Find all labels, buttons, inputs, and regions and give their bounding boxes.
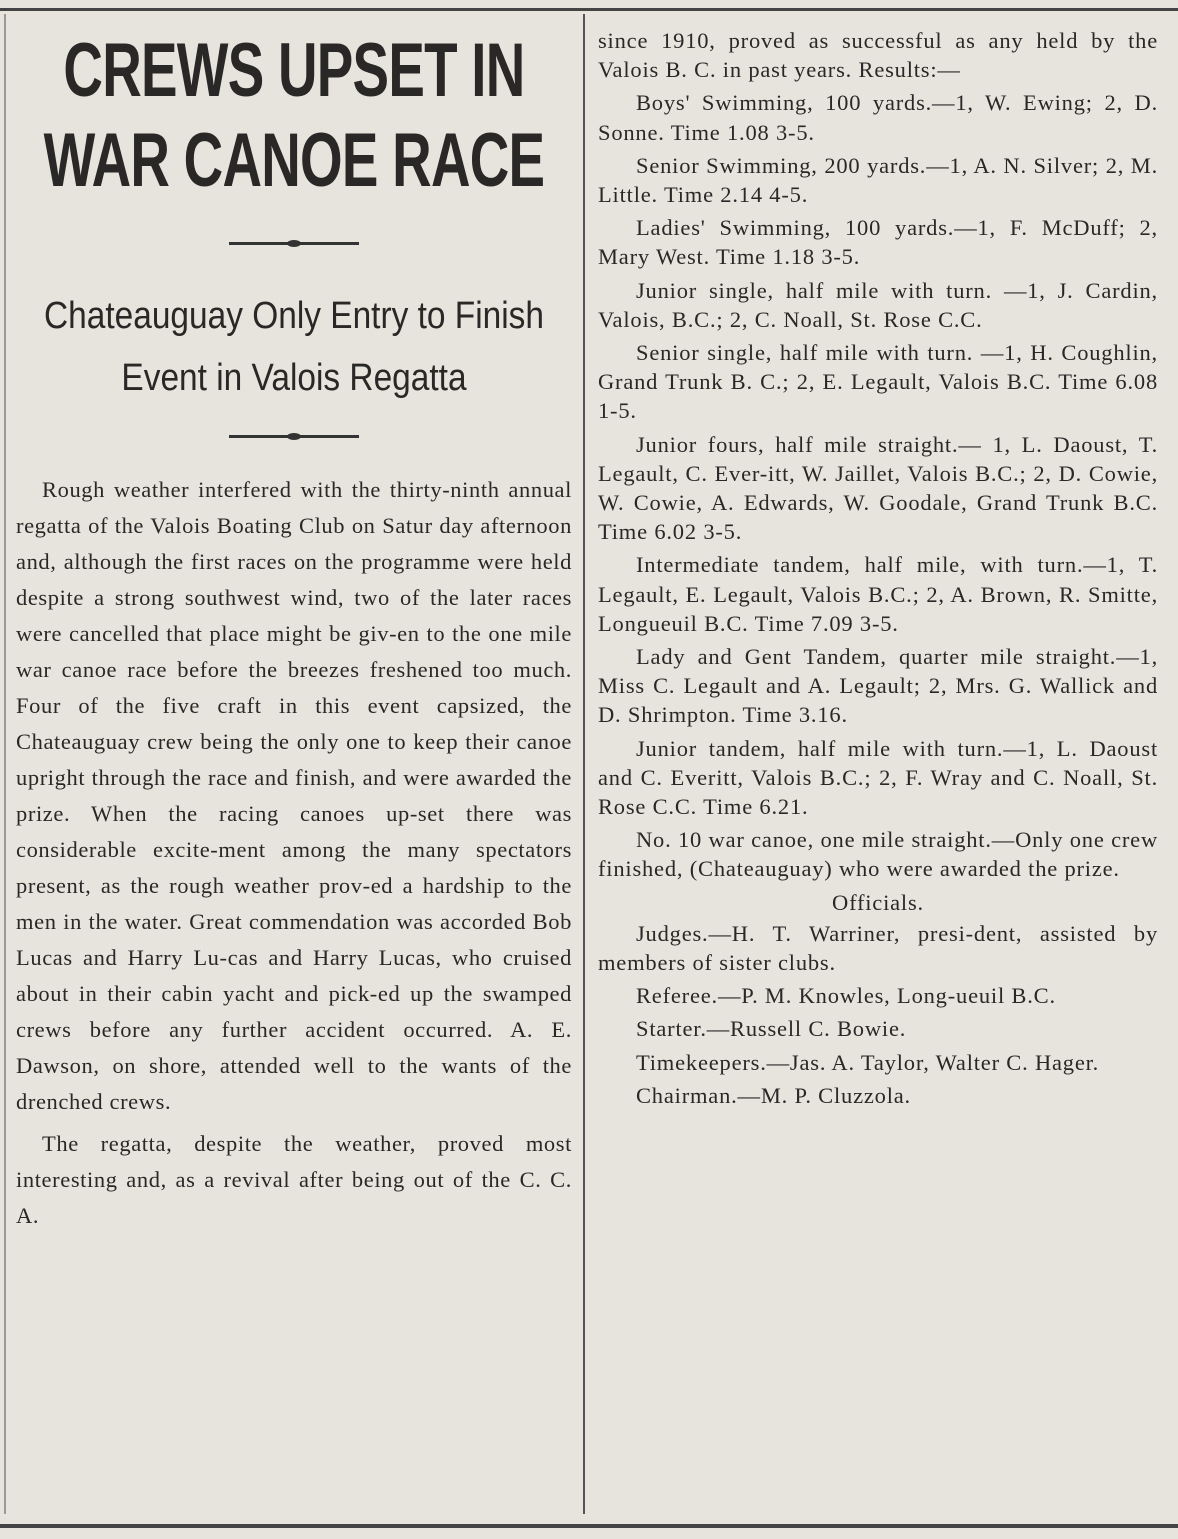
official-item: Chairman.—M. P. Cluzzola. <box>636 1082 911 1108</box>
result-item: Lady and Gent Tandem, quarter mile straight.—1, Miss C. Legault and A. Legault; 2, Mrs. G. Wallick and D. Shrimpton. Time 3.16. <box>598 644 1158 728</box>
result-item: Junior tandem, half mile with turn.—1, L. Daoust and C. Everitt, Valois B.C.; 2, F. Wray and C. Noall, St. Rose C.C. Time 6.21. <box>598 735 1158 820</box>
result-item: Junior fours, half mile straight.— 1, L. Daoust, T. Legault, C. Ever-itt, W. Jaillet, Valois B.C.; 2, D. Cowie, W. Cowie, A. Edwards, W. Goodale, Grand Trunk B.C. Time 6.02 3-5. <box>598 431 1158 545</box>
result-item: Senior Swimming, 200 yards.—1, A. N. Silver; 2, M. Little. Time 2.14 4-5. <box>598 152 1158 208</box>
official-item: Referee.—P. M. Knowles, Long-ueuil B.C. <box>636 983 1056 1009</box>
right-column <box>598 26 1158 1110</box>
result-item: Ladies' Swimming, 100 yards.—1, F. McDuff; 2, Mary West. Time 1.18 3-5. <box>598 215 1158 270</box>
article-paragraph-1: Rough weather interfered with the thirty-ninth annual regatta of the Valois Boating Club on Satur day afternoon and, although the first races on the programme were held despite a strong southwest wind, two of the later races were cancelled that place might be giv-en to the one mile war canoe race before the breezes freshened too much. Four of the five craft in this event capsized, the Chateauguay crew being the only one to keep their canoe upright through the race and finish, and were awarded the prize. When the racing canoes up-set there was considerable excite-ment among the many spectators present, as the rough weather prov-ed a hardship to the men in the water. Great commendation was accorded Bob Lucas and Harry Lu-cas and Harry Lucas, who cruised about in their cabin yacht and pick-ed up the swamped crews before any further accident occurred. A. E. Dawson, on shore, attended well to the wants of the drenched crews. <box>16 477 572 1114</box>
left-edge-rule <box>4 14 6 1514</box>
official-item: Judges.—H. T. Warriner, presi-dent, assisted by members of sister clubs. <box>598 920 1158 975</box>
result-item: Junior single, half mile with turn. —1, J. Cardin, Valois, B.C.; 2, C. Noall, St. Rose C.C. <box>598 277 1158 332</box>
dash-ornament <box>229 242 359 245</box>
official-item: Starter.—Russell C. Bowie. <box>636 1016 907 1042</box>
subheadline: Chateauguay Only Entry to Finish Event in Valois Regatta <box>43 295 545 399</box>
top-rule <box>0 8 1178 11</box>
result-item: Boys' Swimming, 100 yards.—1, W. Ewing; 2, D. Sonne. Time 1.08 3-5. <box>598 90 1158 145</box>
result-item: No. 10 war canoe, one mile straight.—Only one crew finished, (Chateauguay) who were awarded the prize. <box>598 827 1158 882</box>
headline: CREWS UPSET IN WAR CANOE RACE <box>43 28 545 203</box>
officials-heading: Officials. <box>832 889 924 915</box>
dash-ornament-2 <box>229 435 359 438</box>
left-column <box>16 20 572 1234</box>
result-item: Senior single, half mile with turn. —1, H. Coughlin, Grand Trunk B. C.; 2, E. Legault, Valois B.C. Time 6.08 1-5. <box>598 340 1158 424</box>
article-paragraph-2: The regatta, despite the weather, proved most interesting and, as a revival after being out of the C. C. A. <box>16 1131 572 1228</box>
column-divider <box>583 14 585 1514</box>
result-item: Intermediate tandem, half mile, with turn.—1, T. Legault, E. Legault, Valois B.C.; 2, A. Brown, R. Smitte, Longueuil B.C. Time 7.09 3-5. <box>598 552 1158 636</box>
official-item: Timekeepers.—Jas. A. Taylor, Walter C. Hager. <box>636 1049 1100 1075</box>
continued-paragraph: since 1910, proved as successful as any held by the Valois B. C. in past years. Results:— <box>598 28 1158 83</box>
bottom-rule <box>0 1524 1178 1528</box>
